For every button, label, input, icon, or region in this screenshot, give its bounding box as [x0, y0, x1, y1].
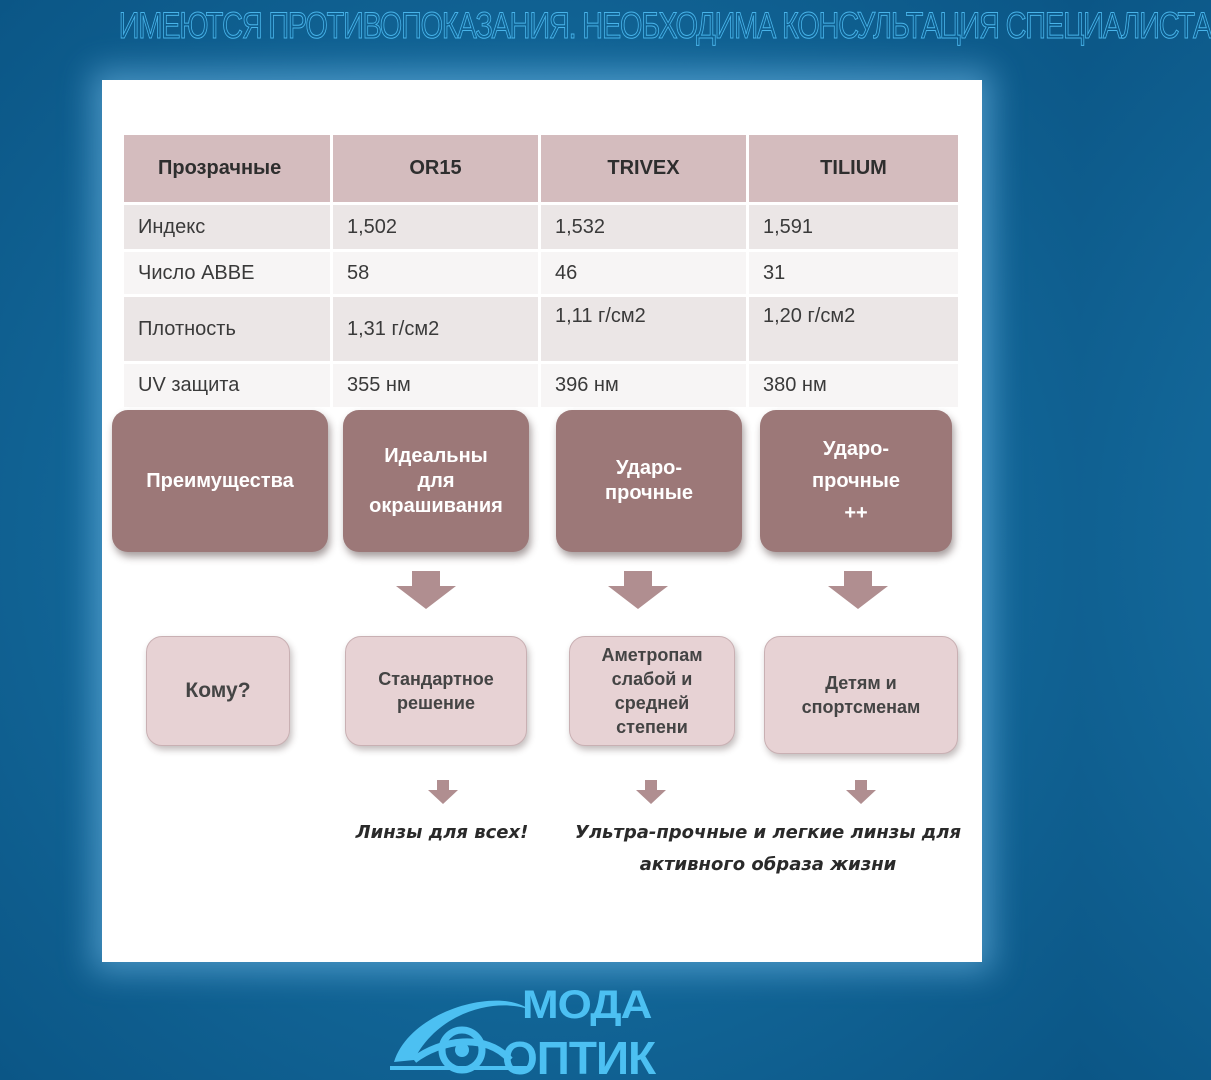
down-arrow-icon: [608, 571, 668, 609]
table-row: [124, 205, 958, 249]
advantage-box-or15: Идеальны для окрашивания: [343, 410, 529, 552]
whom-label-box: Кому?: [146, 636, 290, 746]
logo-text-line2: ОПТИК: [502, 1032, 656, 1080]
table-row-label: Число ABBE: [138, 261, 255, 284]
small-down-arrow-icon: [636, 780, 666, 804]
note-for-all: Линзы для всех!: [355, 822, 529, 843]
note-active-line2: активного образа жизни: [639, 854, 897, 875]
table-cell: 1,502: [347, 215, 398, 238]
table-header-cell: TILIUM: [820, 157, 887, 179]
table-row-label: UV защита: [138, 374, 240, 396]
table-cell: 1,532: [555, 215, 606, 238]
advantage-box-trivex: Ударо-прочные: [556, 410, 742, 552]
table-cell: 1,31 г/см2: [347, 317, 440, 340]
content-card: [102, 80, 982, 962]
advantages-label-box: Преимущества: [112, 410, 328, 552]
table-cell: 380 нм: [763, 374, 827, 396]
table-header-cell: Прозрачные: [158, 157, 282, 179]
table-cell: 396 нм: [555, 374, 619, 396]
table-row-label: Индекс: [138, 215, 206, 238]
small-down-arrow-icon: [846, 780, 876, 804]
table-row: [124, 297, 958, 361]
table-header-cell: OR15: [409, 157, 462, 179]
whom-box-or15: Стандартное решение: [345, 636, 527, 746]
note-active-line1: Ультра-прочные и легкие линзы для: [574, 822, 962, 843]
table-cell: 1,591: [763, 215, 814, 238]
table-row: [124, 364, 958, 407]
table-cell: 1,11 г/см2: [555, 305, 646, 327]
whom-box-tilium: Детям и спортсменам: [764, 636, 958, 754]
table-cell: 46: [555, 261, 578, 284]
table-cell: 355 нм: [347, 374, 411, 396]
table-row: [124, 252, 958, 294]
disclaimer-banner: ИМЕЮТСЯ ПРОТИВОПОКАЗАНИЯ. НЕОБХОДИМА КОНСУЛЬТАЦИЯ СПЕЦИАЛИСТА: [118, 5, 1211, 46]
moda-optik-logo: [390, 980, 690, 1080]
table-header-cell: TRIVEX: [607, 157, 680, 179]
logo-text-line1: МОДА: [522, 981, 652, 1027]
table-header-row: [124, 135, 958, 202]
small-down-arrow-icon: [428, 780, 458, 804]
table-cell: 58: [347, 261, 370, 284]
whom-box-trivex: Аметропам слабой и средней степени: [569, 636, 735, 746]
table-row-label: Плотность: [138, 317, 236, 340]
table-cell: 31: [763, 261, 786, 284]
down-arrow-icon: [828, 571, 888, 609]
table-cell: 1,20 г/см2: [763, 305, 856, 327]
advantage-box-tilium: Ударо-прочные ++: [760, 410, 952, 552]
down-arrow-icon: [396, 571, 456, 609]
